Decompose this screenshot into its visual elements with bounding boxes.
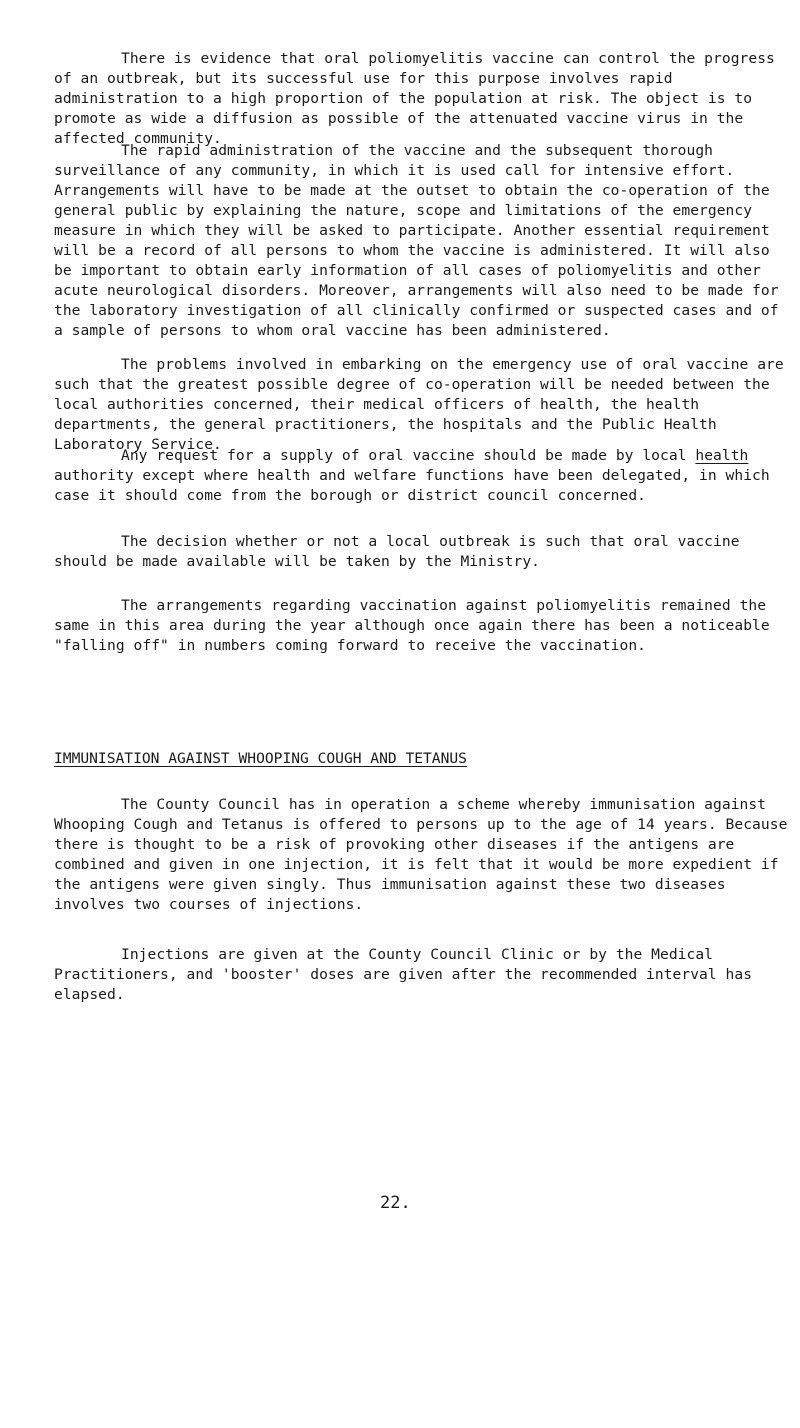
paragraph-text: There is evidence that oral poliomyelitis vaccine can control the progress of an outbreak, but its successful use for this purpose involves rapid administration to a high proportion of the population at risk. The object is to promote as wide a diffusion as possible of the attenuated vaccine virus in the affected community. [54, 50, 775, 147]
paragraph-oral-vaccine-evidence [54, 49, 794, 149]
paragraph-text: The arrangements regarding vaccination against poliomyelitis remained the same in this area during the year although once again there has been a noticeable "falling off" in numbers coming forward to receive the vaccination. [54, 597, 770, 654]
paragraph-rapid-administration [54, 141, 794, 341]
paragraph-text: The decision whether or not a local outbreak is such that oral vaccine should be made available will be taken by the Ministry. [54, 533, 740, 570]
paragraph-arrangements-polio [54, 596, 794, 656]
paragraph-county-scheme [54, 795, 794, 915]
paragraph-text: The problems involved in embarking on the emergency use of oral vaccine are such that the greatest possible degree of co-operation will be needed between the local authorities concerned, their medical officers of health, the health departments, the general practitioners, the hospitals and the Public Health Laboratory Service. [54, 356, 784, 453]
paragraph-text: The County Council has in operation a scheme whereby immunisation against Whooping Cough and Tetanus is offered to persons up to the age of 14 years. Because there is thought to be a risk of provoking other diseases if the antigens are combined and given in one injection, it is felt that it would be more expedient if the antigens were given singly. Thus immunisation against these two diseases involves two courses of injections. [54, 796, 788, 913]
paragraph-text: Injections are given at the County Council Clinic or by the Medical Practitioners, and 'booster' doses are given after the recommended interval has elapsed. [54, 946, 753, 1003]
page-number: 22. [380, 1193, 411, 1213]
paragraph-request-supply [54, 446, 794, 506]
section-heading: IMMUNISATION AGAINST WHOOPING COUGH AND TETANUS [54, 750, 467, 767]
paragraph-text-part1: Any request for a supply of oral vaccine should be made by local [121, 447, 696, 464]
paragraph-problems-involved [54, 355, 794, 455]
paragraph-injections [54, 945, 794, 1005]
paragraph-decision [54, 532, 794, 572]
underlined-word-health: health [695, 447, 749, 464]
paragraph-text-part2: authority except where health and welfare functions have been delegated, in which case it should come from the borough or district council concerned. [54, 467, 770, 504]
paragraph-text: The rapid administration of the vaccine and the subsequent thorough surveillance of any community, in which it is used call for intensive effort. Arrangements will have to be made at the outset to obtain the co-operation of the general public by explaining the nature, scope and limitations of the emergency measure in which they will be asked to participate. Another essential requirement will be a record of all persons to whom the vaccine is administered. It will also be important to obtain early information of all cases of poliomyelitis and other acute neurological disorders. Moreover, arrangements will also need to be made for the laboratory investigation of all clinically confirmed or suspected cases and of a sample of persons to whom oral vaccine has been administered. [54, 142, 779, 339]
